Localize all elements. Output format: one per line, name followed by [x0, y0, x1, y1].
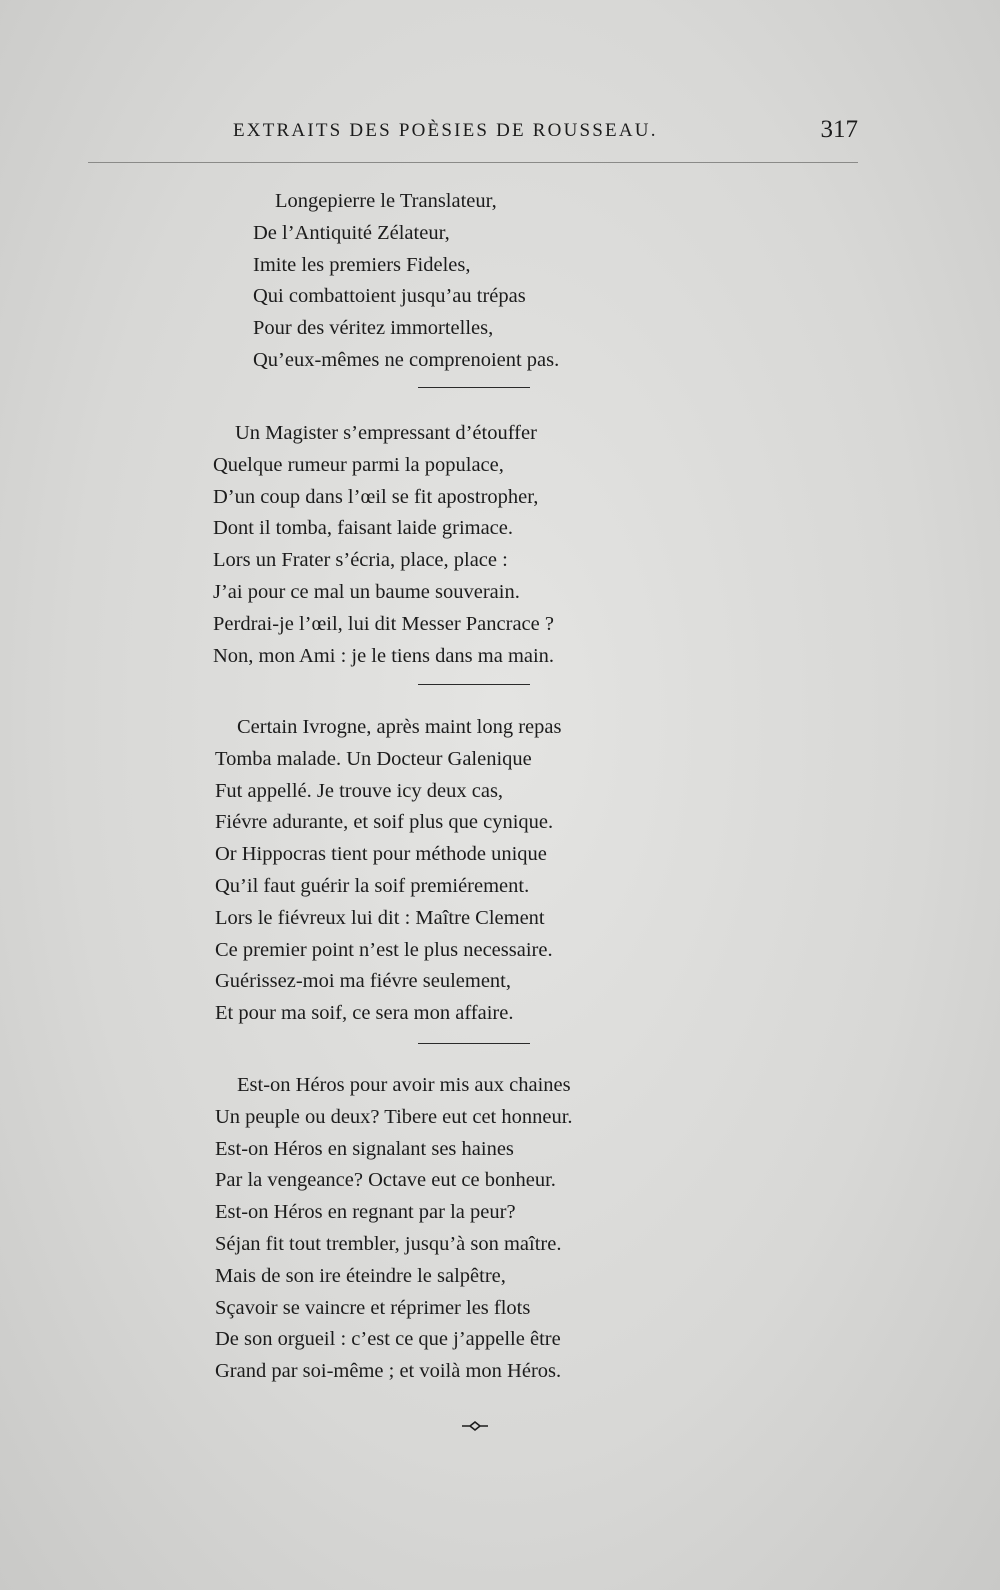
running-title: EXTRAITS DES POÈSIES DE ROUSSEAU.	[233, 120, 658, 141]
verse-line: Ce premier point n’est le plus necessaire.	[215, 938, 553, 961]
verse-line: Fut appellé. Je trouve icy deux cas,	[215, 779, 504, 802]
verse-line: Un peuple ou deux? Tibere eut cet honneur.	[215, 1105, 573, 1128]
verse-line: Fiévre adurante, et soif plus que cynique.	[215, 811, 554, 834]
verse-line: Lors un Frater s’écria, place, place :	[213, 549, 508, 572]
verse-line: Longepierre le Translateur,	[275, 190, 497, 212]
stanza-4	[215, 1070, 573, 1388]
verse-line: Or Hippocras tient pour méthode unique	[215, 843, 547, 866]
verse-line: Lors le fiévreux lui dit : Maître Clement	[215, 906, 545, 929]
verse-line: Mais de son ire éteindre le salpêtre,	[215, 1264, 506, 1287]
section-separator	[418, 1043, 530, 1044]
section-separator	[418, 684, 530, 685]
stanza-2	[213, 418, 554, 672]
verse-line: Tomba malade. Un Docteur Galenique	[215, 747, 532, 770]
verse-line: Dont il tomba, faisant laide grimace.	[213, 517, 514, 540]
verse-line: De son orgueil : c’est ce que j’appelle être	[215, 1328, 561, 1351]
section-separator	[418, 387, 530, 388]
verse-line: Grand par soi-même ; et voilà mon Héros.	[215, 1360, 562, 1383]
verse-line: Pour des véritez immortelles,	[253, 317, 494, 340]
verse-line: Est-on Héros en signalant ses haines	[215, 1137, 514, 1160]
verse-line: Perdrai-je l’œil, lui dit Messer Pancrace ?	[213, 612, 554, 635]
verse-line: Sçavoir se vaincre et réprimer les flots	[215, 1296, 531, 1319]
verse-line: J’ai pour ce mal un baume souverain.	[213, 580, 520, 603]
verse-line: Et pour ma soif, ce sera mon affaire.	[215, 1002, 514, 1025]
end-ornament-icon	[461, 1420, 489, 1432]
verse-line: De l’Antiquité Zélateur,	[253, 221, 450, 244]
verse-line: Qu’il faut guérir la soif premiérement.	[215, 874, 530, 897]
verse-line: Séjan fit tout trembler, jusqu’à son maître.	[215, 1232, 562, 1255]
verse-line: Quelque rumeur parmi la populace,	[213, 453, 504, 476]
stanza-1	[253, 186, 559, 377]
verse-line: Imite les premiers Fideles,	[253, 253, 471, 276]
header-rule	[88, 162, 858, 163]
verse-line: Non, mon Ami : je le tiens dans ma main.	[213, 644, 555, 667]
verse-line: Par la vengeance? Octave eut ce bonheur.	[215, 1169, 556, 1192]
verse-line: D’un coup dans l’œil se fit apostropher,	[213, 485, 539, 508]
verse-line: Guérissez-moi ma fiévre seulement,	[215, 970, 511, 993]
page-number: 317	[820, 116, 858, 143]
verse-line: Qui combattoient jusqu’au trépas	[253, 285, 526, 308]
verse-line: Est-on Héros pour avoir mis aux chaines	[237, 1074, 571, 1096]
verse-line: Est-on Héros en regnant par la peur?	[215, 1201, 516, 1224]
verse-line: Certain Ivrogne, après maint long repas	[237, 716, 562, 738]
stanza-3	[215, 712, 561, 1030]
page-header	[88, 118, 858, 148]
verse-line: Un Magister s’empressant d’étouffer	[235, 422, 537, 444]
verse-line: Qu’eux-mêmes ne comprenoient pas.	[253, 348, 560, 371]
